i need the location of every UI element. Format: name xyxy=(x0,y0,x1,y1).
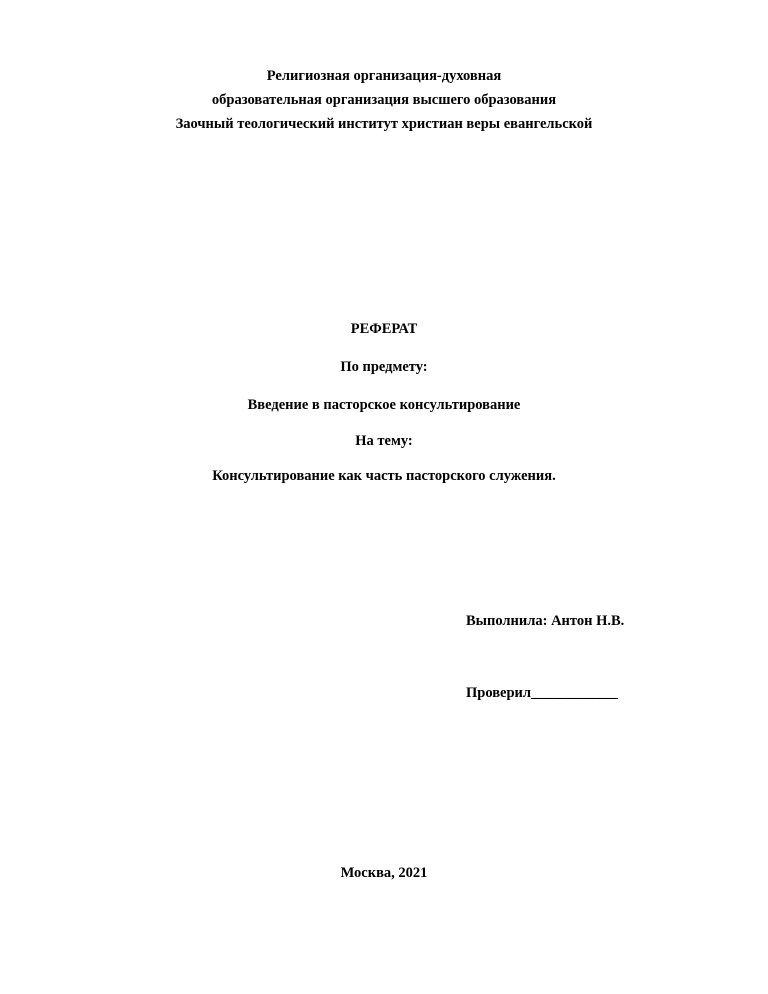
institution-line-2: образовательная организация высшего образования xyxy=(211,92,557,108)
subject-label: По предмету: xyxy=(340,359,428,375)
topic-label: На тему: xyxy=(355,433,413,449)
subject-name: Введение в пасторское консультирование xyxy=(247,397,521,413)
institution-line-1: Религиозная организация-духовная xyxy=(266,68,502,84)
checked-by: Проверил____________ xyxy=(466,685,619,701)
topic-name: Консультирование как часть пасторского служения. xyxy=(212,468,556,484)
document-type-title: РЕФЕРАТ xyxy=(350,321,418,337)
place-and-year: Москва, 2021 xyxy=(340,865,428,881)
performed-by: Выполнила: Антон Н.В. xyxy=(466,613,625,629)
institution-line-3: Заочный теологический институт христиан веры евангельской xyxy=(175,116,593,132)
